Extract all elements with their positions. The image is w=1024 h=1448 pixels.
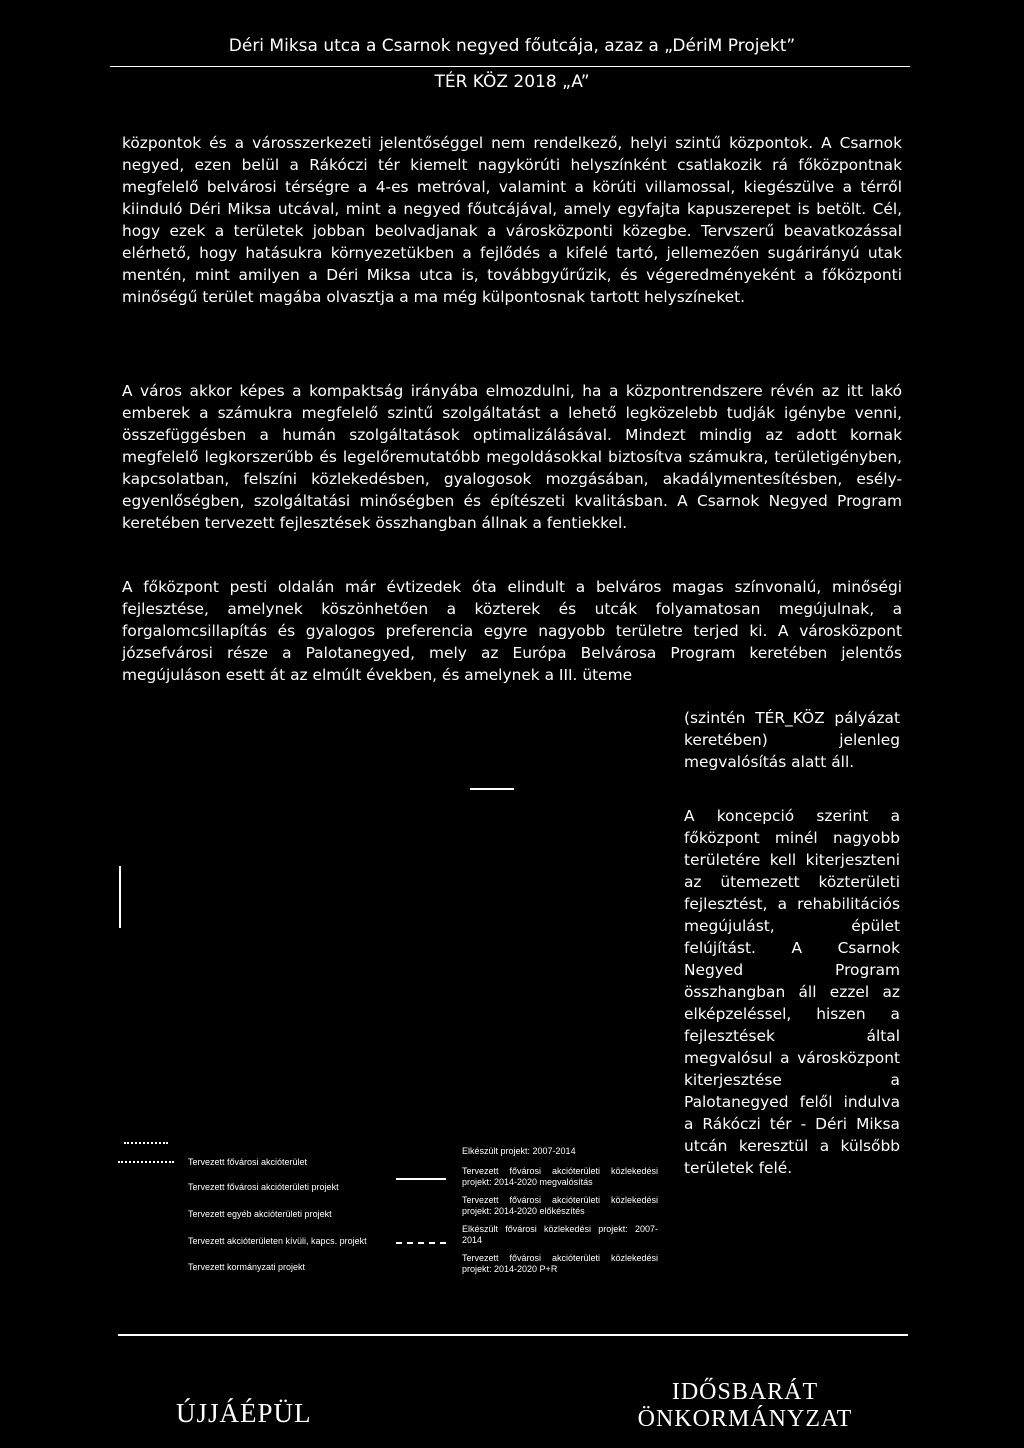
legend-label: Tervezett fővárosi akcióterületi közlekedési projekt: 2014-2020 megvalósítás	[462, 1166, 658, 1187]
map-border-line	[119, 866, 121, 928]
logo-line: IDŐSBARÁT	[671, 1379, 819, 1405]
legend-label: Elkészült projekt: 2007-2014	[462, 1146, 576, 1156]
legend-symbol-dotted	[124, 1142, 168, 1144]
legend-symbol-dotted	[118, 1161, 174, 1163]
side-column-text: (szintén TÉR_KÖZ pályázat keretében) jelenleg megvalósítás alatt áll.	[684, 709, 900, 771]
legend-label: Elkészült fővárosi közlekedési projekt: 2007-2014	[462, 1224, 658, 1245]
footer-divider	[118, 1334, 908, 1336]
map-line	[470, 788, 514, 790]
legend-symbol-dashed	[396, 1242, 446, 1244]
body-paragraph: központok és a városszerkezeti jelentőséggel nem rendelkező, helyi szintű központok. A Csarnok negyed, ezen belül a Rákóczi tér kiemelt nagykörúti helyszínként csatlakozik rá főközpontnak megfelelő belvárosi térségre a 4-es metróval, valamint a körúti villamossal, kiegészülve a térről kiinduló Déri Miksa utcával, mint a negyed főutcájával, amely egyfajta kapuszerepet is betölt. Cél, hogy ezek a területek jobban beolvadjanak a városközponti közegbe. Tervszerű beavatkozással elérhető, hogy hatásukra környezetükben a fejlődés a kifelé tartó, jellemezően sugárirányú utak mentén, mint amilyen a Déri Miksa utca is, továbbgyűrűzik, és végeredményeként a főközponti minőségű terület magába olvasztja a ma még külpontosnak tartott helyszíneket.	[122, 134, 902, 306]
ujjaepul-logo: ÚJJÁÉPÜL	[176, 1398, 312, 1428]
legend-label: Tervezett egyéb akcióterületi projekt	[188, 1209, 332, 1219]
legend-label: Tervezett fővárosi akcióterület	[188, 1157, 308, 1167]
legend-label: Tervezett fővárosi akcióterületi közlekedési projekt: 2014-2020 előkészítés	[462, 1195, 658, 1216]
legend-label: Tervezett kormányzati projekt	[188, 1262, 306, 1272]
idosbarat-logo	[620, 1379, 870, 1433]
header-title: Déri Miksa utca a Csarnok negyed főutcája, azaz a „DériM Projekt”	[228, 36, 796, 56]
legend-label: Tervezett akcióterületen kívüli, kapcs. projekt	[188, 1236, 367, 1246]
side-column-text: A koncepció szerint a főközpont minél nagyobb területére kell kiterjeszteni az ütemezett közterületi fejlesztést, a rehabilitációs megújulást, épület felújítást. A Csarnok Negyed Program összhangban áll ezzel az elképzeléssel, hiszen a fejlesztések által megvalósul a városközpont kiterjesztése a Palotanegyed felől indulva a Rákóczi tér - Déri Miksa utcán keresztül a külsőbb területek felé.	[684, 807, 900, 1177]
legend-symbol-solid	[396, 1178, 446, 1180]
header-divider	[110, 66, 910, 67]
header-subtitle: TÉR KÖZ 2018 „A”	[434, 72, 590, 92]
legend-label: Tervezett fővárosi akcióterületi közlekedési projekt: 2014-2020 P+R	[462, 1253, 658, 1274]
body-paragraph: A főközpont pesti oldalán már évtizedek óta elindult a belváros magas színvonalú, minőségi fejlesztése, amelynek köszönhetően a közterek és utcák folyamatosan megújulnak, a forgalomcsillapítás és gyalogos preferencia egyre nagyobb területre terjed ki. A városközpont józsefvárosi része a Palotanegyed, mely az Európa Belvárosa Program keretében jelentős megújuláson esett át az elmúlt években, és amelynek a III. üteme	[122, 578, 902, 684]
legend-label: Tervezett fővárosi akcióterületi projekt	[188, 1182, 339, 1192]
body-paragraph: A város akkor képes a kompaktság irányába elmozdulni, ha a központrendszere révén az itt lakó emberek a számukra megfelelő szintű szolgáltatást a lehető legközelebb tudják igénybe venni, összefüggésben a humán szolgáltatások optimalizálásával. Mindezt mindig az adott kornak megfelelő legkorszerűbb és legelőremutatóbb megoldásokkal biztosítva számukra, területigényben, kapcsolatban, felszíni közlekedésben, gyalogosok mozgásában, akadálymentesítésben, esély-egyenlőségben, szolgáltatási minőségben és építészeti kvalitásban. A Csarnok Negyed Program keretében tervezett fejlesztések összhangban állnak a fentiekkel.	[122, 382, 902, 532]
logo-line: ÖNKORMÁNYZAT	[637, 1406, 853, 1432]
